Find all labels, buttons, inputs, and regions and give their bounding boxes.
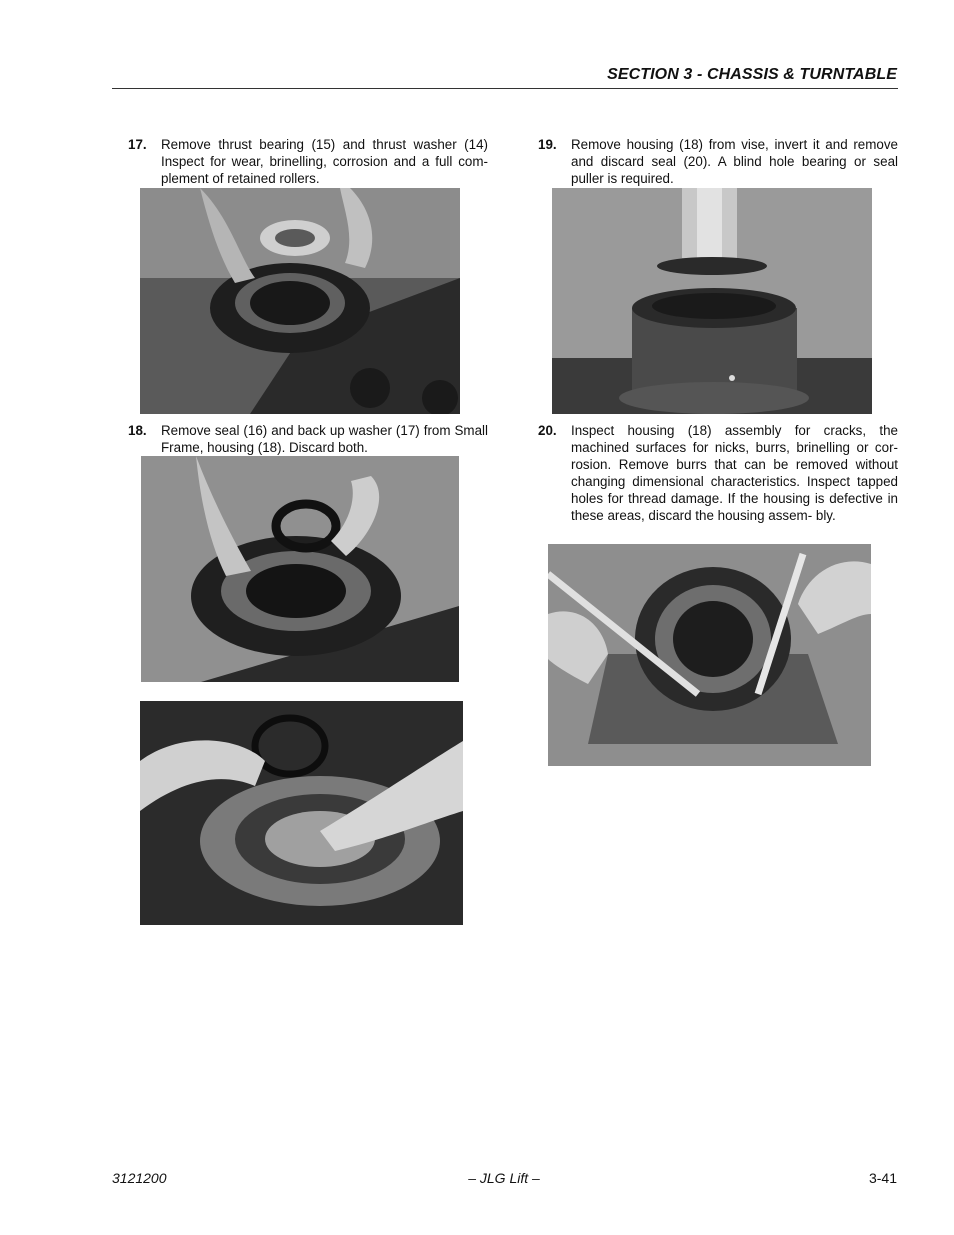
step-number: 20. xyxy=(538,423,557,438)
photo-housing-seal-puller xyxy=(552,188,872,414)
step-text: Remove seal (16) and back up washer (17) from Small Frame, housing (18). Discard both. xyxy=(161,423,488,455)
photo-washer-removal xyxy=(140,701,463,925)
step-number: 19. xyxy=(538,137,557,152)
section-title: SECTION 3 - CHASSIS & TURNTABLE xyxy=(607,66,897,83)
step-number: 18. xyxy=(128,423,147,438)
page-number: 3-41 xyxy=(868,1170,897,1186)
step-text: Remove housing (18) from vise, invert it and remove and discard seal (20). A blind hole bearing or seal puller is required. xyxy=(571,137,898,186)
photo-housing-inspection xyxy=(548,544,871,766)
step-17 xyxy=(128,136,488,188)
step-19 xyxy=(538,136,898,188)
step-number: 17. xyxy=(128,137,147,152)
step-20 xyxy=(538,422,898,542)
step-text: Inspect housing (18) assembly for cracks, the machined surfaces for nicks, burrs, brinelling or cor- rosion. Remove burrs that can be removed without changing dimensional characteristics. Inspect tapped holes for thread damage. If the housing is defective in these areas, discard the housing assem- bly. xyxy=(571,423,898,523)
header-divider xyxy=(112,88,898,89)
step-18 xyxy=(128,422,488,456)
photo-seal-removal xyxy=(141,456,459,682)
doc-number: 3121200 xyxy=(112,1170,167,1186)
step-text: Remove thrust bearing (15) and thrust washer (14) Inspect for wear, brinelling, corrosion and a full com- plement of retained rollers. xyxy=(161,137,488,186)
photo-thrust-bearing-removal xyxy=(140,188,460,414)
publisher: – JLG Lift – xyxy=(468,1170,540,1186)
